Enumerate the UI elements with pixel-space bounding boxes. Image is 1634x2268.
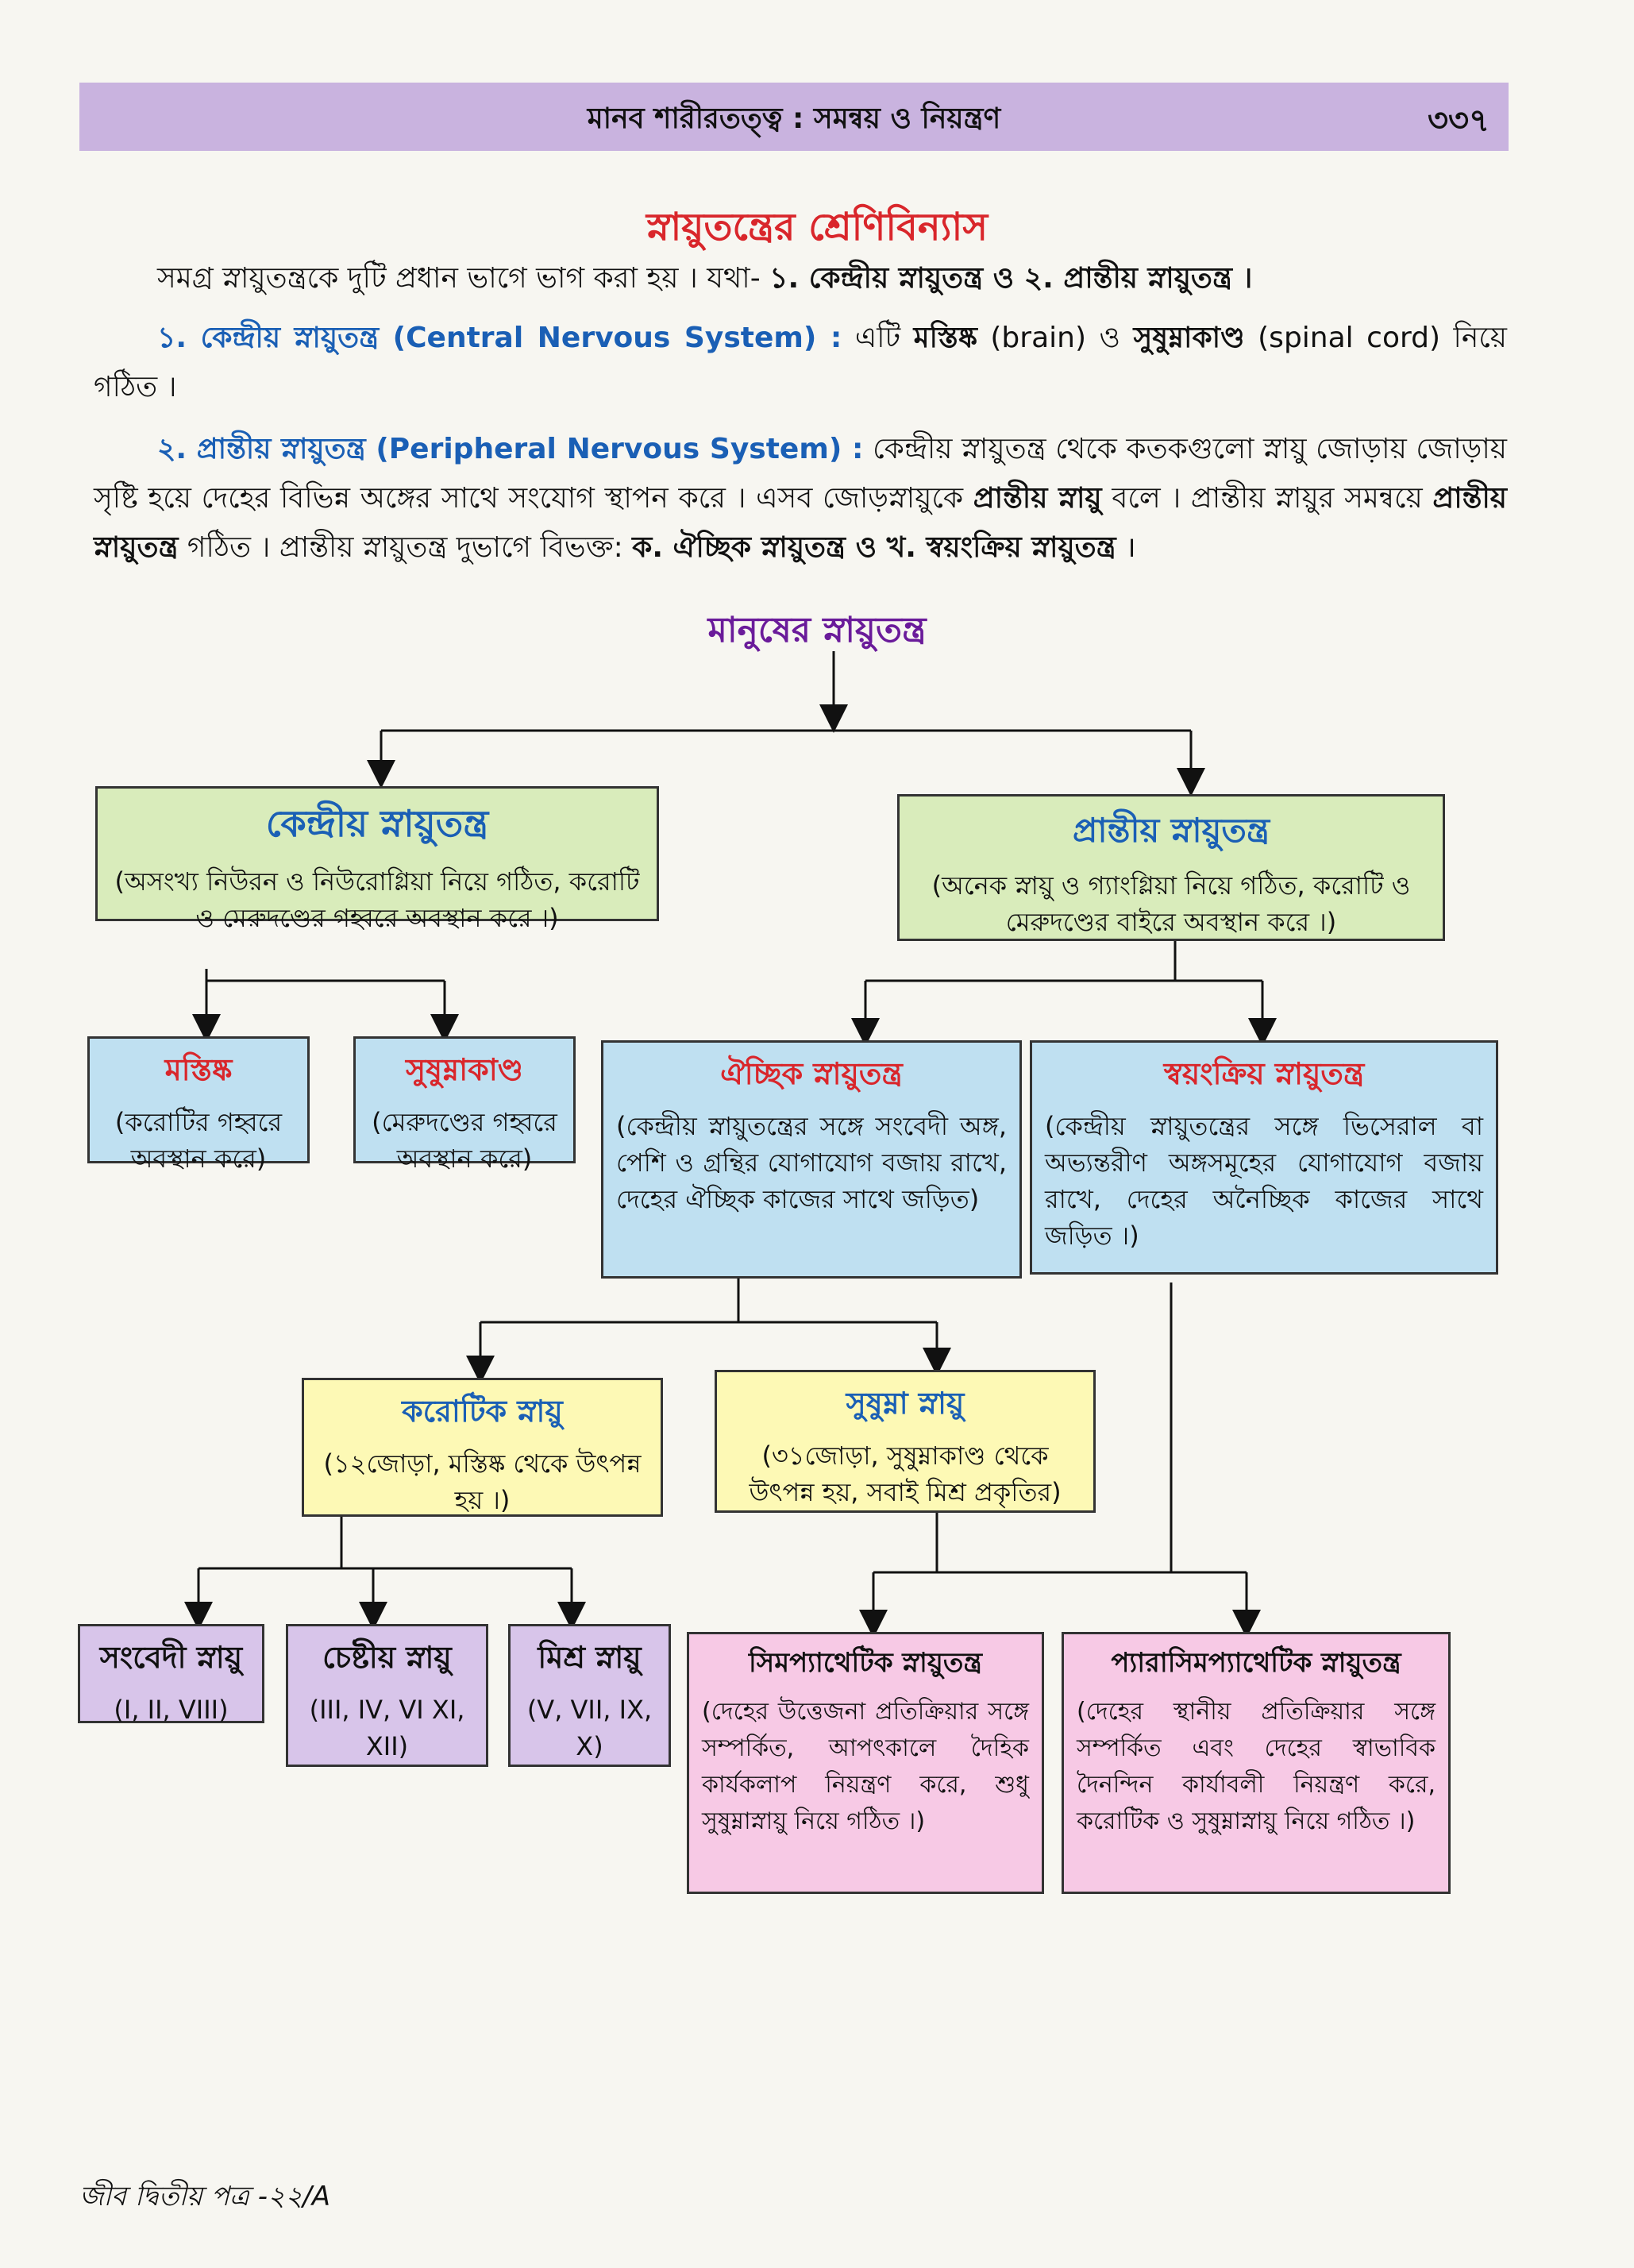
sympathetic-box [687,1632,1044,1894]
pns-text-1: কেন্দ্রীয় স্নায়ুতন্ত্র থেকে কতকগুলো স্নায়ু জোড়ায় জোড়ায় সৃষ্টি হয়ে দেহের বিভিন্ন অঙ্গের সাথে সংযোগ স্থাপন করে । এসব জোড়স্নায়ুকে [94,433,1508,515]
cns-box [95,786,659,933]
mixed-nerve-title: মিশ্র স্নায়ু [538,1640,642,1675]
intro-text: সমগ্র স্নায়ুতন্ত্রকে দুটি প্রধান ভাগে ভাগ করা হয় । যথা- [157,262,770,295]
autonomic-box-desc: (কেন্দ্রীয় স্নায়ুতন্ত্রের সঙ্গে ভিসেরাল বা অভ্যন্তরীণ অঙ্গসমূহের যোগাযোগ বজায় রাখে, দেহের অনৈচ্ছিক কাজের সাথে জড়িত ।) [1045,1111,1483,1251]
cns-bold-brain: মস্তিষ্ক [913,322,977,354]
cranial-nerve-box [302,1378,663,1517]
cranial-nerve-desc: (১২জোড়া, মস্তিষ্ক থেকে উৎপন্ন হয় ।) [323,1448,642,1515]
pns-text-4: । [1116,531,1136,564]
pns-box-title: প্রান্তীয় স্নায়ুতন্ত্র [1072,811,1270,850]
brain-box-desc: (করোটির গহ্বরে অবস্থান করে) [114,1107,283,1174]
section-title: স্নায়ুতন্ত্রের শ্রেণিবিন্যাস [646,205,988,249]
motor-nerve-box [286,1624,488,1767]
sympathetic-title: সিমপ্যাথেটিক স্নায়ুতন্ত্র [749,1647,982,1679]
cns-bold-spinal: সুষুম্নাকাণ্ড [1133,322,1245,354]
pns-text-2: বলে । প্রান্তীয় স্নায়ুর সমন্বয়ে [1101,482,1433,515]
pns-bold-2: প্রান্তীয় স্নায়ুতন্ত্র [94,482,1508,564]
parasympathetic-box [1062,1632,1451,1894]
sympathetic-desc: (দেহের উত্তেজনা প্রতিক্রিয়ার সঙ্গে সম্পর্কিত, আপৎকালে দৈহিক কার্যকলাপ নিয়ন্ত্রণ করে, শুধু সুষুম্নাস্নায়ু নিয়ে গঠিত ।) [702,1698,1029,1835]
motor-nerve-desc: (III, IV, VI XI, XII) [309,1695,465,1761]
parasympathetic-title: প্যারাসিমপ্যাথেটিক স্নায়ুতন্ত্র [1111,1647,1401,1679]
cns-box-desc: (অসংখ্য নিউরন ও নিউরোগ্লিয়া নিয়ে গঠিত, করোটি ও মেরুদণ্ডের গহ্বরে অবস্থান করে ।) [114,866,640,933]
footer-note: জীব দ্বিতীয় পত্র -২২/A [79,2181,330,2212]
mixed-nerve-desc: (V, VII, IX, X) [526,1695,653,1761]
mixed-nerve-box [508,1624,671,1767]
cns-box-title: কেন্দ্রীয় স্নায়ুতন্ত্র [265,802,489,845]
autonomic-box-title: স্বয়ংক্রিয় স্নায়ুতন্ত্র [1163,1056,1365,1091]
spinal-cord-box-desc: (মেরুদণ্ডের গহ্বরে অবস্থান করে) [372,1107,557,1174]
page-number: ৩৩৭ [1427,102,1489,139]
voluntary-box-title: ঐচ্ছিক স্নায়ুতন্ত্র [720,1056,903,1091]
spinal-cord-box [353,1036,576,1174]
pns-text-3: গঠিত । প্রান্তীয় স্নায়ুতন্ত্র দুভাগে বিভক্ত: [178,531,633,564]
pns-bold-3: ক. ঐচ্ছিক স্নায়ুতন্ত্র ও খ. স্বয়ংক্রিয় স্নায়ুতন্ত্র [632,531,1116,564]
motor-nerve-title: চেষ্টীয় স্নায়ু [322,1640,452,1675]
sensory-nerve-desc: (I, II, VIII) [114,1695,229,1725]
pns-box [897,794,1445,941]
cns-label: ১. কেন্দ্রীয় স্নায়ুতন্ত্র (Central Nervous System) : [157,322,842,354]
spinal-nerve-title: সুষুম্না স্নায়ু [846,1386,965,1421]
cns-text-3: (spinal cord) নিয়ে গঠিত । [94,322,1508,403]
header-title: মানব শারীরতত্ত্ব : সমন্বয় ও নিয়ন্ত্রণ [587,102,1001,135]
pns-bold-1: প্রান্তীয় স্নায়ু [973,482,1102,515]
sensory-nerve-title: সংবেদী স্নায়ু [99,1640,243,1675]
spinal-cord-box-title: সুষুম্নাকাণ্ড [406,1052,523,1087]
brain-box-title: মস্তিষ্ক [164,1052,233,1087]
autonomic-box [1030,1040,1498,1275]
voluntary-box-desc: (কেন্দ্রীয় স্নায়ুতন্ত্রের সঙ্গে সংবেদী অঙ্গ, পেশি ও গ্রন্থির যোগাযোগ বজায় রাখে, দেহের ঐচ্ছিক কাজের সাথে জড়িত) [616,1111,1007,1214]
cranial-nerve-title: করোটিক স্নায়ু [402,1394,563,1429]
cns-text-1: এটি [842,322,914,354]
intro-bold: ১. কেন্দ্রীয় স্নায়ুতন্ত্র ও ২. প্রান্তীয় স্নায়ুতন্ত্র । [769,262,1253,295]
voluntary-box [601,1040,1022,1279]
cns-text-2: (brain) ও [977,322,1134,354]
spinal-nerve-box [715,1370,1096,1513]
parasympathetic-desc: (দেহের স্থানীয় প্রতিক্রিয়ার সঙ্গে সম্পর্কিত এবং দেহের স্বাভাবিক দৈনন্দিন কার্যাবলী নিয়ন্ত্রণ করে, করোটিক ও সুষুম্নাস্নায়ু নিয়ে গঠিত ।) [1077,1698,1436,1835]
diagram-title: মানুষের স্নায়ুতন্ত্র [707,610,927,650]
sensory-nerve-box [78,1624,264,1723]
brain-box [87,1036,310,1174]
pns-label: ২. প্রান্তীয় স্নায়ুতন্ত্র (Peripheral Nervous System) : [157,433,864,465]
pns-box-desc: (অনেক স্নায়ু ও গ্যাংগ্লিয়া নিয়ে গঠিত, করোটি ও মেরুদণ্ডের বাইরে অবস্থান করে ।) [931,870,1411,937]
spinal-nerve-desc: (৩১জোড়া, সুষুম্নাকাণ্ড থেকে উৎপন্ন হয়, সবাই মিশ্র প্রকৃতির) [749,1441,1062,1507]
